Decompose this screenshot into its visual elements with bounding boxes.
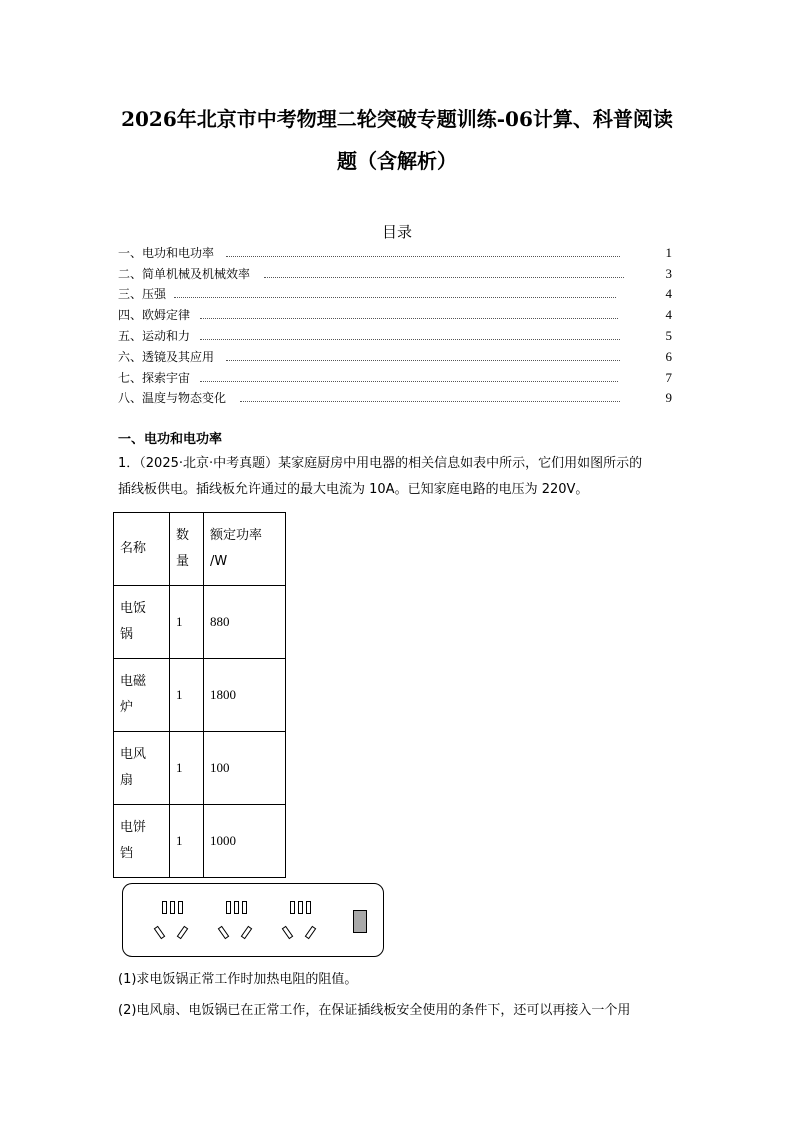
toc-leader-dots	[264, 277, 624, 278]
socket-slot-icon	[241, 926, 253, 940]
cell-name-line-2: 锅	[120, 627, 134, 642]
appliance-table	[113, 512, 286, 878]
header-quantity-line-1: 数	[176, 528, 190, 543]
socket-pin-icon	[226, 901, 231, 914]
toc-entry-label: 六、透镜及其应用	[118, 350, 215, 364]
socket-pin-icon	[242, 901, 247, 914]
header-quantity-line-2: 量	[176, 554, 190, 569]
toc-entry-page: 4	[665, 307, 672, 322]
title-line-1: 2026年北京市中考物理二轮突破专题训练-06计算、科普阅读	[121, 107, 673, 131]
question-1: (1)求电饭锅正常工作时加热电阻的阻值。	[118, 972, 358, 987]
socket-slot-icon	[282, 926, 294, 940]
toc-entry-page: 4	[665, 286, 672, 301]
switch-icon	[353, 910, 367, 933]
problem-intro-line-2: 插线板供电。插线板允许通过的最大电流为 10A。已知家庭电路的电压为 220V。	[118, 482, 589, 497]
toc-entry[interactable]	[118, 369, 672, 387]
toc-leader-dots	[200, 318, 618, 319]
toc-entry-label: 一、电功和电功率	[118, 246, 215, 260]
cell-name-line-2: 扇	[120, 773, 134, 788]
socket-slot-icon	[218, 926, 230, 940]
toc-entry-label: 七、探索宇宙	[118, 371, 191, 385]
cell-name-line-2: 铛	[120, 846, 134, 861]
socket-slot-icon	[177, 926, 189, 940]
toc-entry-label: 八、温度与物态变化	[118, 391, 227, 405]
cell-name-line-1: 电饼	[120, 820, 147, 835]
cell-name-line-1: 电饭	[120, 601, 147, 616]
toc-leader-dots	[174, 297, 616, 298]
cell-name	[114, 732, 170, 805]
toc-entry-page: 9	[665, 390, 672, 405]
table-row	[114, 805, 286, 878]
toc-entry[interactable]	[118, 348, 672, 366]
header-power-line-2: /W	[210, 554, 228, 569]
socket-slot-icon	[305, 926, 317, 940]
table-row	[114, 586, 286, 659]
socket-slot-icon	[154, 926, 166, 940]
header-name	[114, 513, 170, 586]
socket-pin-icon	[170, 901, 175, 914]
document-title	[110, 98, 684, 182]
toc-entry[interactable]	[118, 389, 672, 407]
toc-heading: 目录	[381, 223, 412, 241]
table-header-row	[114, 513, 286, 586]
toc-entry-page: 6	[665, 349, 672, 364]
toc-leader-dots	[200, 381, 618, 382]
header-name-text: 名称	[120, 541, 147, 556]
cell-power: 1000	[204, 805, 286, 878]
title-line-2: 题（含解析）	[337, 149, 457, 173]
toc-entry[interactable]	[118, 285, 672, 303]
socket-pin-icon	[306, 901, 311, 914]
toc-leader-dots	[226, 360, 620, 361]
toc-entry[interactable]	[118, 327, 672, 345]
cell-name	[114, 586, 170, 659]
cell-quantity: 1	[170, 732, 204, 805]
cell-power: 100	[204, 732, 286, 805]
cell-name-line-2: 炉	[120, 700, 134, 715]
toc-entry-label: 二、简单机械及机械效率	[118, 267, 251, 281]
section-heading: 一、电功和电功率	[118, 432, 223, 447]
toc-entry[interactable]	[118, 244, 672, 262]
socket-pin-icon	[234, 901, 239, 914]
toc-entry[interactable]	[118, 306, 672, 324]
toc-entry[interactable]	[118, 265, 672, 283]
toc-entry-label: 三、压强	[118, 287, 167, 301]
toc-leader-dots	[200, 339, 620, 340]
table-row	[114, 732, 286, 805]
toc-entry-page: 3	[665, 266, 672, 281]
cell-quantity: 1	[170, 659, 204, 732]
problem-intro-line-1: 1．（2025·北京·中考真题）某家庭厨房中用电器的相关信息如表中所示，它们用如图所示的	[118, 456, 643, 471]
cell-power: 880	[204, 586, 286, 659]
question-2: (2)电风扇、电饭锅已在正常工作，在保证插线板安全使用的条件下，还可以再接入一个用	[118, 1003, 631, 1018]
socket-pin-icon	[298, 901, 303, 914]
problem-intro	[118, 451, 678, 503]
cell-quantity: 1	[170, 586, 204, 659]
toc-leader-dots	[240, 401, 620, 402]
toc-entry-label: 五、运动和力	[118, 329, 191, 343]
cell-quantity: 1	[170, 805, 204, 878]
socket-pin-icon	[290, 901, 295, 914]
cell-name-line-1: 电磁	[120, 674, 147, 689]
socket-pin-icon	[162, 901, 167, 914]
header-quantity	[170, 513, 204, 586]
socket-pin-icon	[178, 901, 183, 914]
header-power-line-1: 额定功率	[210, 528, 263, 543]
cell-power: 1800	[204, 659, 286, 732]
table-row	[114, 659, 286, 732]
cell-name	[114, 805, 170, 878]
toc-entry-page: 7	[665, 370, 672, 385]
toc-leader-dots	[226, 256, 620, 257]
power-strip-illustration	[122, 883, 384, 957]
toc-entry-page: 5	[665, 328, 672, 343]
toc-entry-label: 四、欧姆定律	[118, 308, 191, 322]
toc-entry-page: 1	[665, 245, 672, 260]
header-power	[204, 513, 286, 586]
cell-name-line-1: 电风	[120, 747, 147, 762]
cell-name	[114, 659, 170, 732]
